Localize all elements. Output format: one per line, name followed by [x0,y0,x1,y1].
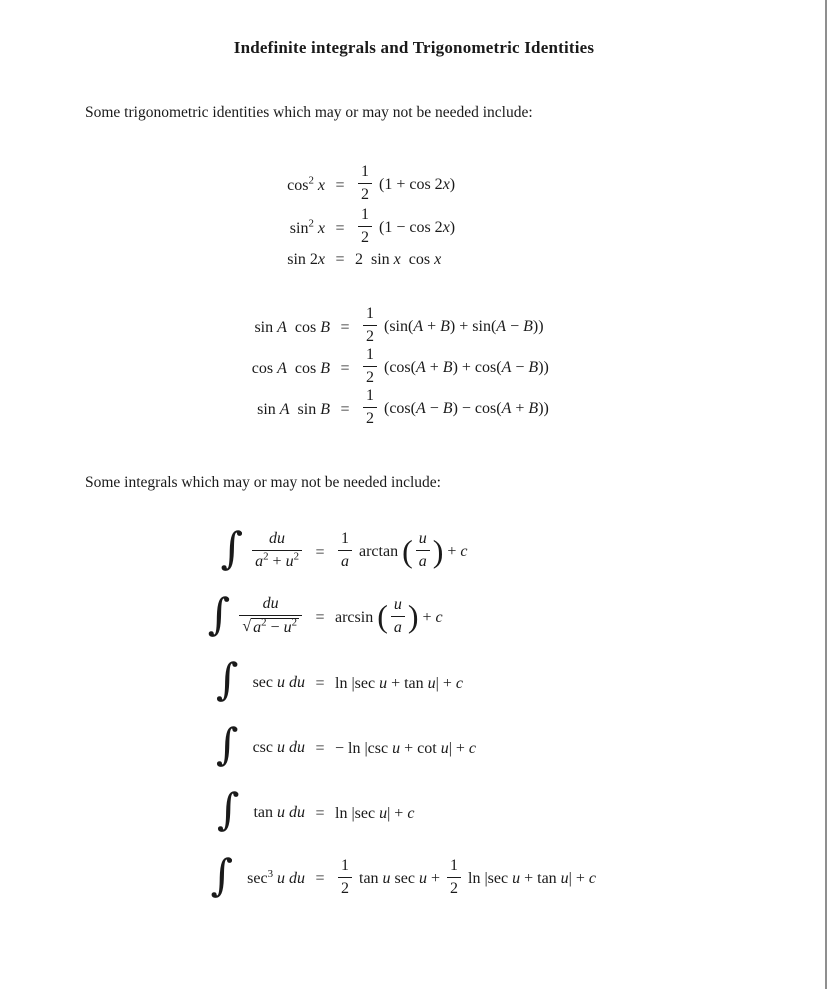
math-variable: c [455,674,463,692]
equation-sinA-cosB-lhs [254,319,330,337]
math-text: + [418,608,436,626]
math-text: 2 [366,369,374,386]
math-variable: c [468,739,477,757]
math-text: (1 + cos 2 [375,176,443,194]
math-text: 1 [361,206,369,223]
fraction-numerator [239,595,302,616]
math-text: ) − cos( [452,400,502,418]
math-text: + [423,318,441,336]
math-text: 1 [341,530,349,548]
math-text: sec [244,674,277,692]
fraction-numerator [363,346,377,367]
big-paren: ) [407,598,419,635]
fraction-numerator [338,530,352,551]
math-text: 2 [450,879,459,897]
equation-sec-integral-rhs [335,675,463,693]
equation-arctan-integral-lhs [220,524,305,574]
math-text: cos [251,359,278,377]
equation-cos-squared-equals: = [335,176,345,194]
math-text: arctan [355,543,403,561]
math-variable: A [415,359,426,377]
math-text: + tan [387,674,428,692]
math-variable: A [277,318,287,336]
math-text: + [511,400,529,418]
math-text: tan [245,804,277,822]
math-text: | + [568,869,589,887]
equation-csc-integral-equals: = [315,739,325,757]
math-text: ) [449,219,456,237]
math-text: 1 [450,856,459,874]
math-text: (sin( [380,318,414,336]
radical [242,618,299,637]
math-variable: u du [273,869,305,887]
integral-sign: ∫ [210,850,234,901]
math-variable: A [501,359,512,377]
math-text: tan [355,869,383,887]
math-variable: u [418,530,427,548]
equation-sinA-cosB-equals: = [340,318,350,336]
fraction-numerator [416,530,430,551]
math-variable: B [528,400,539,418]
equation-sinA-sinB-rhs [360,389,549,430]
math-text: (cos( [380,400,416,418]
math-variable: u [382,869,391,887]
fraction [363,305,377,346]
equation-sin-squared-rhs [355,208,455,249]
math-variable: a [253,619,262,637]
math-text: 1 [366,305,374,322]
math-variable: A [413,318,424,336]
fraction-denominator [252,551,302,571]
math-variable: u [277,804,285,822]
math-text: sin [289,219,309,237]
math-variable: B [320,359,330,377]
math-variable: c [407,805,415,822]
fraction-denominator [363,367,377,387]
math-text: 2 sin [355,251,394,268]
fraction-denominator [358,184,372,204]
page-title: Indefinite integrals and Trigonometric Identities [233,38,595,57]
math-text: sin [257,400,280,418]
fraction-denominator [391,617,405,637]
fraction [338,857,352,898]
math-text: | + [435,674,456,692]
math-variable: B [320,318,330,336]
math-text: 1 [366,346,374,363]
fraction-numerator [252,530,302,551]
equation-sec-integral-equals: = [315,674,325,692]
equation-csc-integral-rhs [335,740,476,758]
equation-sec-cubed-integral-rhs [335,856,597,900]
math-text: )) [532,318,544,336]
equation-sin-double-angle-rhs [355,251,441,269]
math-variable: A [415,400,426,418]
integral-sign: ∫ [216,785,240,836]
math-variable: B [440,318,450,336]
fraction-denominator [416,551,430,571]
intro-integrals: Some integrals which may or may not be needed include: [85,474,441,491]
big-paren: ) [432,532,444,569]
math-text: )) [538,400,549,418]
equation-arcsin-integral-lhs [207,589,305,640]
radical-sign: √ [242,618,252,636]
math-variable: x [393,251,401,268]
equation-arcsin-integral-equals: = [315,609,325,627]
fraction-numerator [363,387,377,408]
math-text: cos [400,251,435,268]
math-variable: x [434,251,442,268]
math-text: sin [254,318,278,336]
fraction [338,530,352,571]
fraction [416,530,430,571]
fraction-numerator [358,206,372,227]
math-text: ) [449,176,456,194]
equation-cosA-cosB-lhs [252,360,330,378]
fraction-denominator [363,408,377,428]
math-text: sin 2 [287,251,318,268]
fraction [363,346,377,387]
math-variable: du [285,674,305,692]
equation-arctan-integral-rhs [335,532,468,573]
math-variable: a [341,553,349,571]
superscript: 2 [293,550,299,563]
math-text: 2 [366,410,374,427]
integral-sign: ∫ [216,655,239,706]
equation-tan-integral-rhs [335,805,414,823]
equation-tan-integral-lhs [216,785,305,836]
math-text: | + [448,739,469,757]
big-paren: ( [402,532,413,569]
math-variable: B [320,400,330,418]
math-variable: x [313,176,325,194]
math-text: − [511,359,529,377]
math-text: 2 [341,879,349,897]
superscript: 3 [267,867,273,880]
math-variable: du [262,595,279,613]
math-variable: x [313,219,325,237]
math-variable: B [442,359,453,377]
integral-sign: ∫ [207,589,231,640]
equation-cosA-cosB-rhs [360,348,549,389]
math-variable: u [512,869,521,887]
equation-cosA-cosB-equals: = [340,359,350,377]
math-text: 2 [366,328,374,345]
math-variable: u [440,739,449,757]
math-variable: du [285,804,305,822]
trig-identities-product-block [0,307,549,430]
math-variable: x [442,176,450,194]
equation-cos-squared-rhs [355,165,455,206]
math-variable: A [277,359,287,377]
math-variable: A [501,400,512,418]
equation-arctan-integral-equals: = [315,543,325,561]
math-text: ln |sec [335,805,380,822]
math-variable: x [317,251,325,268]
math-text: (1 − cos 2 [375,219,443,237]
math-text: + [425,359,443,377]
math-variable: A [496,318,507,336]
math-variable: u [285,553,294,571]
math-variable: u [379,805,388,822]
math-text: sec [390,869,419,887]
superscript: 2 [263,550,269,563]
math-variable: u [277,739,285,757]
math-text: + [268,553,286,571]
math-variable: u [392,739,401,757]
intro-trig-identities: Some trigonometric identities which may or may not be needed include: [85,104,533,121]
math-text: )) [538,359,549,377]
math-text: − ln |csc [335,739,393,757]
math-variable: c [588,869,597,887]
math-text: (cos( [380,359,416,377]
math-text: csc [244,739,277,757]
math-variable: c [460,543,468,561]
math-text: − [266,619,284,637]
equation-sinA-cosB-rhs [360,307,544,348]
math-text: 1 [341,856,349,874]
math-variable: du [269,530,286,548]
math-variable: u [277,674,285,692]
math-variable: x [442,219,450,237]
fraction [252,530,302,571]
superscript: 2 [291,616,297,629]
math-variable: u [283,619,292,637]
fraction [239,595,302,637]
math-variable: du [285,739,305,757]
equation-sec-cubed-integral-lhs [210,850,305,901]
equation-cos-squared-lhs [287,174,325,195]
math-text: arcsin [335,608,378,626]
superscript: 2 [308,217,314,230]
equation-sin-double-angle-equals: = [335,251,345,268]
equation-sin-double-angle-lhs [287,251,325,269]
math-variable: A [279,400,290,418]
fraction [358,163,372,204]
radicand [251,618,299,637]
fraction-denominator [447,878,461,898]
fraction [447,857,461,898]
math-text: + [443,543,461,561]
equation-sin-squared-lhs [289,217,325,238]
math-text: + tan [520,869,561,887]
math-variable: B [442,400,453,418]
math-text: sec [239,869,268,887]
math-variable: B [528,359,539,377]
trig-identities-basic-block [0,165,455,269]
fraction-numerator [358,163,372,184]
equation-sec-cubed-integral-equals: = [315,870,325,888]
math-text: + cot [400,739,441,757]
fraction-denominator [239,616,302,637]
math-text: ) + sin( [449,318,497,336]
equation-arcsin-integral-rhs [335,595,443,639]
math-variable: u [418,869,427,887]
equation-sin-squared-equals: = [335,219,345,237]
fraction [358,206,372,247]
math-variable: a [393,618,402,636]
equation-sec-integral-lhs [216,655,305,706]
fraction-denominator [358,227,372,247]
math-variable: u [379,674,388,692]
math-text: cos [286,318,321,336]
fraction-denominator [338,878,352,898]
math-variable: a [418,553,427,571]
big-paren: ( [377,598,388,635]
equation-csc-integral-lhs [216,720,305,771]
page-right-edge [825,0,827,989]
math-variable: a [255,553,264,571]
fraction [363,387,377,428]
fraction-numerator [363,305,377,326]
math-text: + [426,869,445,887]
math-text: cos [286,359,321,377]
equation-sinA-sinB-lhs [257,401,330,419]
math-text: ln |sec [464,869,513,887]
math-text: 1 [361,163,369,180]
math-text: ) + cos( [452,359,502,377]
math-text: ln |sec [335,674,380,692]
math-text: 2 [361,229,369,246]
math-text: | + [387,805,408,822]
math-text: sin [289,400,321,418]
superscript: 2 [308,174,314,187]
integral-sign: ∫ [220,524,244,574]
fraction-denominator [363,326,377,346]
fraction-numerator [338,857,352,878]
fraction-numerator [447,857,461,878]
equation-tan-integral-equals: = [315,805,325,822]
fraction [391,596,405,637]
math-variable: u [560,869,569,887]
math-text: − [506,318,524,336]
math-variable: B [523,318,533,336]
math-text: − [425,400,443,418]
equation-sinA-sinB-equals: = [340,400,350,418]
fraction-numerator [391,596,405,617]
integral-sign: ∫ [216,720,239,771]
math-text: 1 [366,387,374,404]
superscript: 2 [261,616,267,629]
math-variable: u [427,674,436,692]
math-text: 2 [361,186,369,203]
fraction-denominator [338,551,352,571]
math-text: cos [287,176,309,194]
math-variable: c [435,608,443,626]
integrals-block [0,524,597,901]
math-variable: u [393,595,402,613]
